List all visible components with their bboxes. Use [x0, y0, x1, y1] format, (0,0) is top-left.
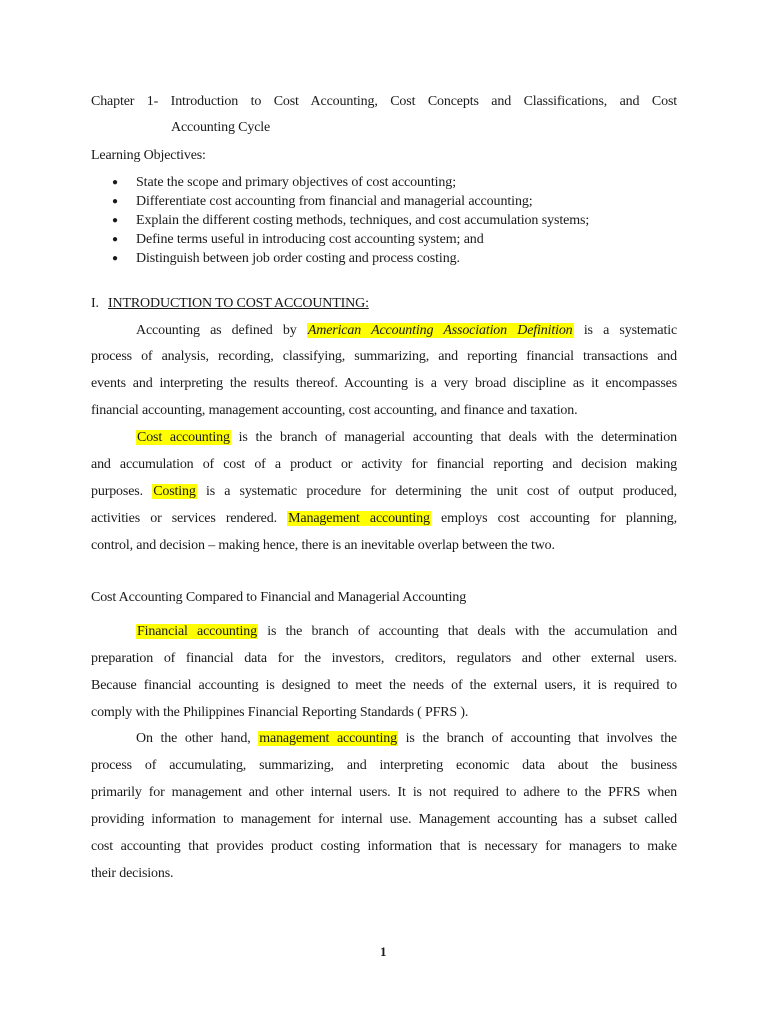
bullet-icon: ● [112, 177, 119, 188]
highlight-term: Financial accounting [137, 624, 257, 639]
para4-line1: On the other hand, management accounting is the branch of accounting that involves the [136, 731, 677, 746]
para1-line2: process of analysis, recording, classifying, summarizing, and reporting financial transactions and [91, 349, 677, 364]
highlight-term: American Accounting Association Definition [307, 323, 573, 338]
objectives-heading: Learning Objectives: [91, 148, 206, 163]
para4-line2: process of accumulating, summarizing, and interpreting economic data about the business [91, 758, 677, 773]
objective-text: Explain the different costing methods, techniques, and cost accumulation systems; [136, 213, 590, 228]
para4-line4: providing information to management for internal use. Management accounting has a subset called [91, 812, 677, 827]
para4-line6: their decisions. [91, 866, 174, 881]
para2-line2: and accumulation of cost of a product or activity for financial reporting and decision making [91, 457, 677, 472]
para4-line3: primarily for management and other internal users. It is not required to adhere to the PFRS when [91, 785, 677, 800]
objective-text: State the scope and primary objectives of cost accounting; [136, 175, 456, 190]
bullet-icon: ● [112, 253, 119, 264]
objective-text: Define terms useful in introducing cost accounting system; and [136, 232, 484, 247]
page-number: 1 [380, 944, 387, 959]
subheading: Cost Accounting Compared to Financial and Managerial Accounting [91, 590, 467, 605]
para3-line4: comply with the Philippines Financial Reporting Standards ( PFRS ). [91, 705, 469, 720]
section-number: I. [91, 296, 99, 311]
para2-line5: control, and decision – making hence, there is an inevitable overlap between the two. [91, 538, 555, 553]
para2-line3: purposes. Costing is a systematic procedure for determining the unit cost of output produced, [91, 484, 678, 499]
para1-line4: financial accounting, management accounting, cost accounting, and finance and taxation. [91, 403, 578, 418]
chapter-title-line1: Chapter 1- Introduction to Cost Accounting, Cost Concepts and Classifications, and Cost [91, 94, 677, 109]
para3-line2: preparation of financial data for the investors, creditors, regulators and other external users. [91, 651, 677, 666]
objective-text: Differentiate cost accounting from financial and managerial accounting; [136, 194, 533, 209]
bullet-icon: ● [112, 234, 119, 245]
section-heading: INTRODUCTION TO COST ACCOUNTING: [108, 296, 369, 311]
para1-line1: Accounting as defined by American Accounting Association Definition is a systematic [136, 323, 678, 338]
objective-text: Distinguish between job order costing and process costing. [136, 251, 460, 266]
para2-line4: activities or services rendered. Management accounting employs cost accounting for planning, [91, 511, 677, 526]
para1-line3: events and interpreting the results thereof. Accounting is a very broad discipline as it encompasses [91, 376, 677, 391]
bullet-icon: ● [112, 196, 119, 207]
para4-line5: cost accounting that provides product costing information that is necessary for managers to make [91, 839, 677, 854]
chapter-title-line2: Accounting Cycle [171, 120, 271, 135]
highlight-term: Management accounting [288, 511, 430, 526]
bullet-icon: ● [112, 215, 119, 226]
para2-line1: Cost accounting is the branch of managerial accounting that deals with the determination [137, 430, 677, 445]
highlight-term: Cost accounting [137, 430, 230, 445]
para3-line3: Because financial accounting is designed to meet the needs of the external users, it is required to [91, 678, 677, 693]
highlight-term: Costing [153, 484, 196, 499]
highlight-term: management accounting [259, 731, 397, 746]
para3-line1: Financial accounting is the branch of accounting that deals with the accumulation and [137, 624, 677, 639]
